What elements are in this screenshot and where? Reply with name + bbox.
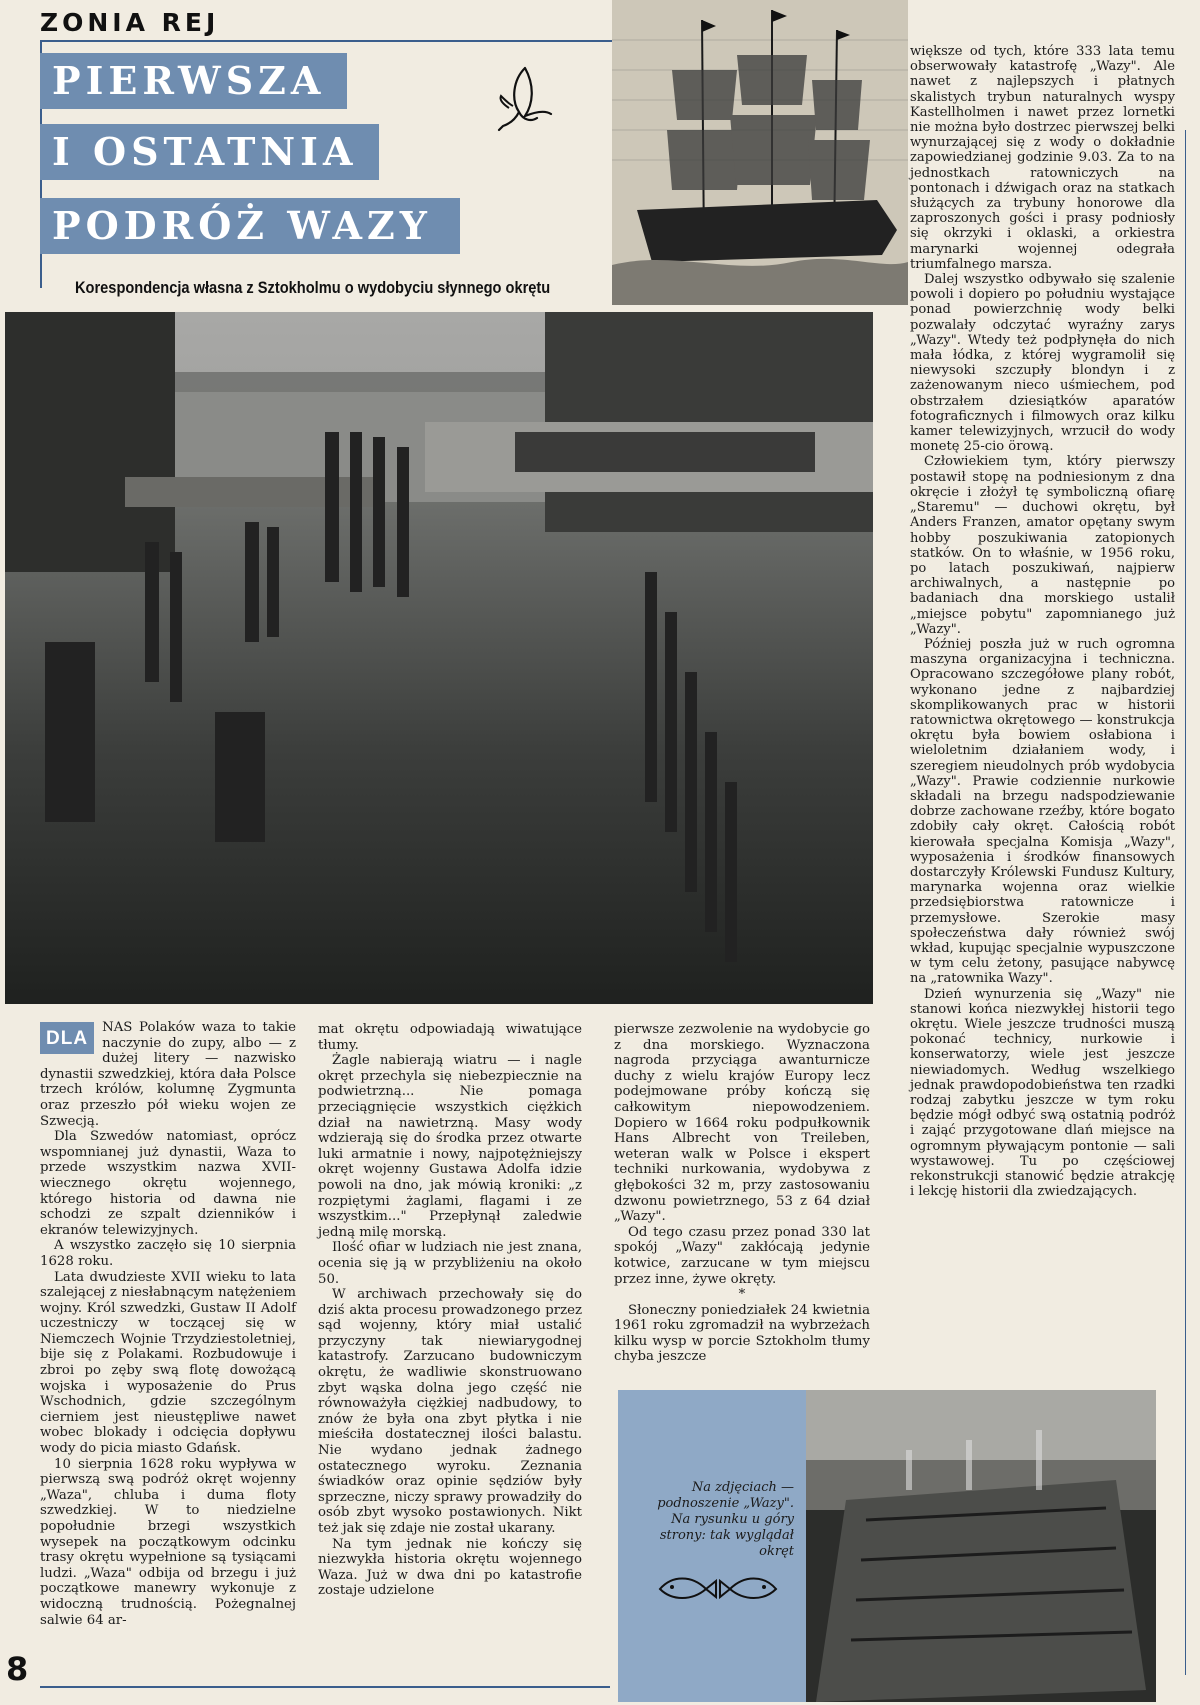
col4-paragraph: Dzień wynurzenia się „Wazy" nie stanowi końca niezwykłej historii tego okrętu. Wiele jeszcze trudności muszą pokonać technicy, nurkowie i konserwatorzy, wiele jest jeszcze niewiadomych. Według wszelkiego jednak prawdopodobieństwa ten rzadki rodzaj zabytku jeszcze w tym roku będzie mógł odbyć swą ostatnią podróż i zająć przygotowane dlań miejsce na ogromnym pływającym pontonie — sali wystawowej. Tu po częściowej rekonstrukcji stanowić będzie atrakcję i lekcję historii dla zwiedzających.	[910, 986, 1175, 1200]
title-line-2: I OSTATNIA	[40, 124, 379, 180]
frame-bottom-rule	[40, 1686, 610, 1688]
section-divider-star: *	[738, 1287, 746, 1303]
col3-paragraph: Od tego czasu przez ponad 330 lat spokój „Wazy" zakłócają jedynie kotwice, zarzucane w tym miejscu przez inne, żywe okręty.	[614, 1224, 870, 1287]
main-photo	[5, 312, 873, 1004]
title-line-3: PODRÓŻ WAZY	[40, 198, 460, 254]
frame-right-rule	[1185, 130, 1186, 1675]
col2-paragraph: Na tym jednak nie kończy się niezwykła historia okrętu wojennego Waza. Już w dwa dni po katastrofie zostaje udzielone	[318, 1536, 582, 1599]
frame-top-rule	[40, 40, 612, 42]
col2-paragraph: Ilość ofiar w ludziach nie jest znana, ocenia się ją w przybliżeniu na około 50.	[318, 1240, 582, 1287]
col1-paragraph: Dla Szwedów natomiast, oprócz wspomnianej już dynastii, Waza to przede wszystkim nazwa XVII-wiecznego okrętu wojennego, którego historia od dawna nie schodzi ze szpalt dzienników i ekranów telewizyjnych.	[40, 1129, 296, 1238]
fish-icon	[652, 1567, 784, 1609]
ship-engraving	[612, 0, 908, 305]
col1-paragraph: 10 sierpnia 1628 roku wypływa w pierwszą swą podróż okręt wojenny „Waza", chluba i duma floty szwedzkiej. W to niedzielne popołudnie brzegi wszystkich wysepek na początkowym odcinku trasy okrętu wypełnione są tysiącami ludzi. „Waza" odbija od brzegu i już początkowe manewry wykonuje z widoczną trudnością. Pożegnalnej salwie 64 ar-	[40, 1456, 296, 1628]
col2-paragraph: mat okrętu odpowiadają wiwatujące tłumy.	[318, 1022, 582, 1053]
subtitle: Korespondencja własna z Sztokholmu o wydobyciu słynnego okrętu	[75, 278, 551, 297]
page-number: 8	[6, 1650, 29, 1688]
col2-paragraph: Żagle nabierają wiatru — i nagle okręt przechyla się niebezpiecznie na podwietrzną... Nie pomaga przeciągnięcie wszystkich ciężkich dział na nawietrzną. Masy wody wdzierają się do środka przez otwarte luki armatnie i nowy, najpotężniejszy okręt wojenny Gustawa Adolfa idzie powoli na dno, jak mówią kroniki: „z rozpiętymi żaglami, flagami i ze wszystkim..." Przepłynął zaledwie jedną milę morską.	[318, 1053, 582, 1240]
salvage-photo	[806, 1390, 1156, 1702]
col1-paragraph-1: DLA NAS Polaków waza to takie naczynie do zupy, albo — z dużej litery — nazwisko dynastii szwedzkiej, która dała Polsce trzech królów, kolumnę Zygmunta oraz przeszło pół wieku wojen ze Szwecją.	[40, 1020, 296, 1129]
col3-paragraph: Słoneczny poniedziałek 24 kwietnia 1961 roku zgromadził na wybrzeżach kilku wysp w porcie Sztokholm tłumy chyba jeszcze	[614, 1302, 870, 1365]
col1-paragraph: A wszystko zaczęło się 10 sierpnia 1628 roku.	[40, 1238, 296, 1269]
col4-paragraph: Dalej wszystko odbywało się szalenie powoli i dopiero po południu wystające ponad powierzchnię wody belki pozwalały odczytać wyraźny zarys „Wazy". Wtedy też podpłynęła do nich mała łódka, z której wygramolił się niewysoki szczupły blondyn i z zażenowanym nieco uśmiechem, pod obstrzałem dziesiątków aparatów fotograficznych i filmowych oraz kilku kamer telewizyjnych, wrzucił do wody monetę 25-cio örową.	[910, 272, 1175, 455]
title-line-1: PIERWSZA	[40, 53, 347, 109]
dropcap: DLA	[40, 1022, 94, 1054]
photo-caption: Na zdjęciach — podnoszenie „Wazy". Na rysunku u góry strony: tak wyglądał okręt	[657, 1480, 794, 1559]
col4-paragraph: większe od tych, które 333 lata temu obserwowały katastrofę „Wazy". Ale nawet z najlepszych i płatnych skalistych trybun naturalnych wyspy Kastellholmen i nawet przez lornetki nie można było dostrzec pierwszej belki wynurzającej się z wody o dokładnie zapowiedzianej godzinie 9.03. Za to na jednostkach ratowniczych na pontonach i dźwigach oraz na statkach służących za trybuny honorowe dla zaproszonych gości i prasy podniosły się okrzyki i oklaski, a orkiestra marynarki wojennej odegrała triumfalnego marsza.	[910, 44, 1175, 272]
col4-paragraph: Później poszła już w ruch ogromna maszyna organizacyjna i techniczna. Opracowano szczegółowe plany robót, wykonano jedne z najbardziej skomplikowanych prac w historii ratownictwa okrętowego — konstrukcja okrętu była bowiem osłabiona i wieloletnim działaniem wody, i szeregiem nieudolnych prób wydobycia „Wazy". Prawie codziennie nurkowie składali na brzegu nadspodziewanie dobrze zachowane rzeźby, które bogato zdobiły cały okręt. Całością robót kierowała specjalna Komisja „Wazy", wyposażenia i środków finansowych dostarczyły Królewski Fundusz Kultury, marynarka wojenna oraz wielkie przedsiębiorstwa ratownicze i przemysłowe. Szerokie masy społeczeństwa dały również swój wkład, kupując specjalnie wypuszczone w tym celu żetony, pasujące nabywcę na „ratownika Wazy".	[910, 636, 1175, 987]
article-column-1	[40, 1020, 296, 1628]
seagull-icon	[495, 60, 565, 150]
col3-paragraph: pierwsze zezwolenie na wydobycie go z dna morskiego. Wyznaczona nagroda przyciąga awanturnicze duchy z wielu krajów Europy lecz podejmowane próby kończą się całkowitym niepowodzeniem. Dopiero w 1664 roku podpułkownik Hans Albrecht von Treileben, weteran walk w Polsce i ekspert techniki nurkowania, wydobywa z głębokości 32 m, przy zastosowaniu dzwonu powietrznego, 53 z 64 dział „Wazy".	[614, 1022, 870, 1225]
article-column-3	[614, 1022, 870, 1365]
col2-paragraph: W archiwach przechowały się do dziś akta procesu prowadzonego przez sąd wojenny, który miał ustalić przyczyny tak niewiarygodnej katastrofy. Zarzucano budowniczym okrętu, że wadliwie skonstruowano zbyt wąska dolna jego część nie równoważyła ciężkiej nadbudowy, to znów że była ona zbyt płytka i nie mieściła dostatecznej ilości balastu. Nie wydano jednak żadnego ostatecznego wyroku. Zeznania świadków oraz opinie sędziów były sprzeczne, niczy sprawy prowadziły do osób zbyt wysoko postawionych. Nikt też jak się zdaje nie został ukarany.	[318, 1287, 582, 1536]
article-column-2	[318, 1022, 582, 1599]
section-label: ZONIA REJ	[40, 8, 220, 37]
article-column-4	[910, 44, 1175, 1199]
col1-paragraph: Lata dwudzieste XVII wieku to lata szalejącej z niesłabnącym natężeniem wojny. Król szwedzki, Gustaw II Adolf uczestniczy w toczącej się w Niemczech Wojnie Trzydziestoletniej, bije się z Polakami. Rozbudowuje i zbroi po zęby swą flotę dowożącą wojska i wyposażenie do Prus Wschodnich, gdzie szczególnym cierniem jest nieustępliwe nawet wobec blokady i odcięcia dopływu wody do picia miasto Gdańsk.	[40, 1269, 296, 1457]
col4-paragraph: Człowiekiem tym, który pierwszy postawił stopę na podniesionym z dna okręcie i złożył tę symboliczną ofiarę „Staremu" — duchowi okrętu, był Anders Franzen, amator opętany swym hobby poszukiwania zatopionych statków. On to właśnie, w 1956 roku, po latach poszukiwań, najpierw archiwalnych, a następnie po badaniach dna morskiego ustalił „miejsce pobytu" zapomnianego już „Wazy".	[910, 454, 1175, 637]
